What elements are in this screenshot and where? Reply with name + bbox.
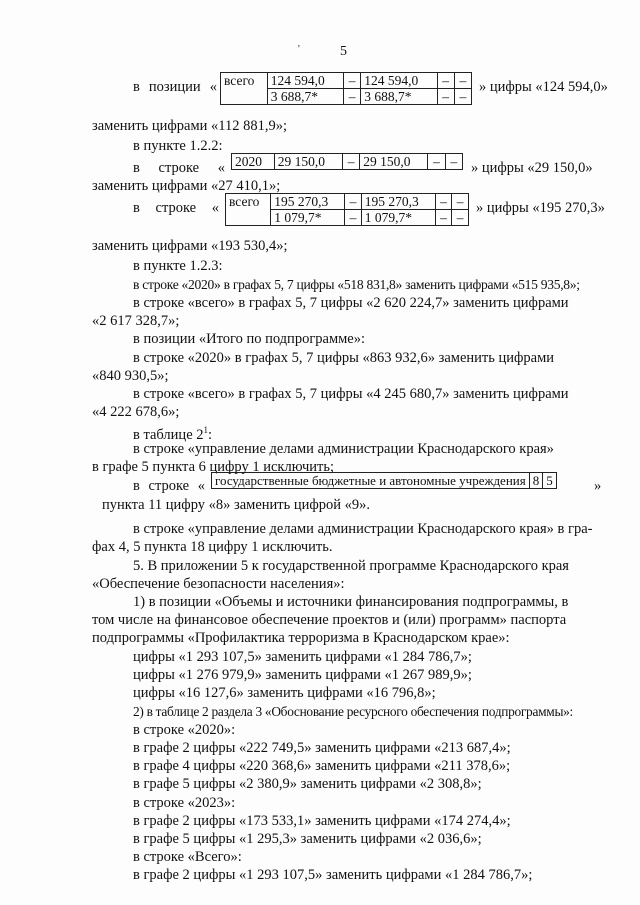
text-line: в строке «всего» в графах 5, 7 цифры «4 245 680,7» заменить цифрами bbox=[133, 386, 569, 402]
block1-table bbox=[220, 72, 472, 105]
text-line: 1) в позиции «Объемы и источники финансирования подпрограммы, в bbox=[133, 594, 569, 610]
text-line: в графе 2 цифры «173 533,1» заменить цифрами «174 274,4»; bbox=[133, 813, 511, 829]
page-number: 5 bbox=[340, 44, 347, 59]
cell: всего bbox=[226, 194, 271, 226]
text-line: в строке «всего» в графах 5, 7 цифры «2 620 224,7» заменить цифрами bbox=[133, 295, 569, 311]
para-1-2-2: в пункте 1.2.2: bbox=[133, 138, 223, 154]
text-line: в графе 4 цифры «220 368,6» заменить цифрами «211 378,6»; bbox=[133, 758, 511, 774]
text-line: в строке «управление делами администрации Краснодарского края» bbox=[133, 441, 554, 457]
text-line: в графе 2 цифры «222 749,5» заменить цифрами «213 687,4»; bbox=[133, 740, 511, 756]
cell: 1 079,7* bbox=[361, 210, 435, 226]
cell: 3 688,7* bbox=[267, 89, 343, 105]
block4-suffix: » bbox=[594, 478, 602, 494]
cell: – bbox=[435, 194, 452, 210]
para-itogo: в позиции «Итого по подпрограмме»: bbox=[133, 331, 366, 347]
block4-table bbox=[211, 472, 557, 489]
text-line: в строке «2023»: bbox=[133, 795, 236, 811]
cell: 5 bbox=[543, 473, 557, 489]
block1-suffix: » цифры «124 594,0» bbox=[479, 79, 608, 95]
text-line: «4 222 678,6»; bbox=[92, 404, 180, 420]
cell: – bbox=[344, 89, 361, 105]
cell: 124 594,0 bbox=[361, 73, 437, 89]
block3-table bbox=[225, 193, 469, 226]
block2-replace: заменить цифрами «27 410,1»; bbox=[92, 178, 281, 194]
block1-replace: заменить цифрами «112 881,9»; bbox=[92, 118, 288, 134]
text-line: цифры «16 127,6» заменить цифрами «16 796,8»; bbox=[133, 685, 436, 701]
text-line: в графе 5 цифры «1 295,3» заменить цифрами «2 036,6»; bbox=[133, 831, 482, 847]
text-line: в строке «Всего»: bbox=[133, 849, 242, 865]
text-line: фах 4, 5 пункта 18 цифру 1 исключить. bbox=[92, 539, 333, 555]
block3-replace: заменить цифрами «193 530,4»; bbox=[92, 238, 288, 254]
cell: – bbox=[345, 210, 362, 226]
cell: 29 150,0 bbox=[274, 154, 342, 170]
text-line: «840 930,5»; bbox=[92, 368, 169, 384]
text-line: подпрограммы «Профилактика терроризма в Краснодарском крае»: bbox=[92, 630, 510, 646]
cell: – bbox=[452, 210, 469, 226]
para-1-2-3: в пункте 1.2.3: bbox=[133, 258, 223, 274]
text-line: том числе на финансовое обеспечение проектов и (или) программ» паспорта bbox=[92, 612, 567, 628]
cell: 29 150,0 bbox=[360, 154, 428, 170]
cell: – bbox=[435, 210, 452, 226]
cell: – bbox=[437, 73, 454, 89]
block1-prefix: в позиции « bbox=[133, 79, 217, 95]
text-line: в строке «2020»: bbox=[133, 722, 236, 738]
cell: 2020 bbox=[232, 154, 275, 170]
block2-table bbox=[231, 153, 463, 170]
block2-suffix: » цифры «29 150,0» bbox=[471, 160, 593, 176]
cell: – bbox=[454, 89, 471, 105]
block2-prefix: в строке « bbox=[133, 160, 225, 176]
cell: – bbox=[452, 194, 469, 210]
text-line: в строке «2020» в графах 5, 7 цифры «518 831,8» заменить цифрами «515 935,8»; bbox=[133, 277, 580, 292]
block3-prefix: в строке « bbox=[133, 200, 219, 216]
cell: – bbox=[437, 89, 454, 105]
block4-prefix: в строке « bbox=[133, 478, 205, 494]
cell: 195 270,3 bbox=[271, 194, 345, 210]
text-line: цифры «1 293 107,5» заменить цифрами «1 284 786,7»; bbox=[133, 649, 472, 665]
block3-suffix: » цифры «195 270,3» bbox=[476, 200, 605, 216]
cell: 1 079,7* bbox=[271, 210, 345, 226]
text-line: 5. В приложении 5 к государственной программе Краснодарского края bbox=[133, 558, 569, 574]
cell: – bbox=[342, 154, 359, 170]
text-line: в строке «управление делами администрации Краснодарского края» в гра- bbox=[133, 521, 593, 537]
text-line: 2) в таблице 2 раздела 3 «Обоснование ресурсного обеспечения подпрограммы»: bbox=[133, 704, 573, 719]
cell: – bbox=[345, 194, 362, 210]
text-line: цифры «1 276 979,9» заменить цифрами «1 267 989,9»; bbox=[133, 667, 472, 683]
cell: 195 270,3 bbox=[361, 194, 435, 210]
text-line: в графе 5 пункта 6 цифру 1 исключить; bbox=[92, 459, 335, 475]
cell: – bbox=[344, 73, 361, 89]
para-table-2-1: в таблице $2^1$: bbox=[133, 425, 213, 443]
cell: 8 bbox=[529, 473, 543, 489]
text-line: в графе 5 цифры «2 380,9» заменить цифрами «2 308,8»; bbox=[133, 776, 482, 792]
cell: всего bbox=[221, 73, 268, 105]
cell: – bbox=[454, 73, 471, 89]
cell: 3 688,7* bbox=[361, 89, 437, 105]
text-line: в графе 2 цифры «1 293 107,5» заменить цифрами «1 284 786,7»; bbox=[133, 867, 533, 883]
page-tick: ' bbox=[298, 44, 300, 55]
cell: 124 594,0 bbox=[267, 73, 343, 89]
text-line: в строке «2020» в графах 5, 7 цифры «863 932,6» заменить цифрами bbox=[133, 350, 555, 366]
cell: – bbox=[445, 154, 462, 170]
text-line: «Обеспечение безопасности населения»: bbox=[92, 576, 345, 592]
text-line: пункта 11 цифру «8» заменить цифрой «9». bbox=[102, 497, 371, 513]
text-line: «2 617 328,7»; bbox=[92, 313, 180, 329]
cell: государственные бюджетные и автономные учреждения bbox=[212, 473, 530, 489]
cell: – bbox=[428, 154, 445, 170]
